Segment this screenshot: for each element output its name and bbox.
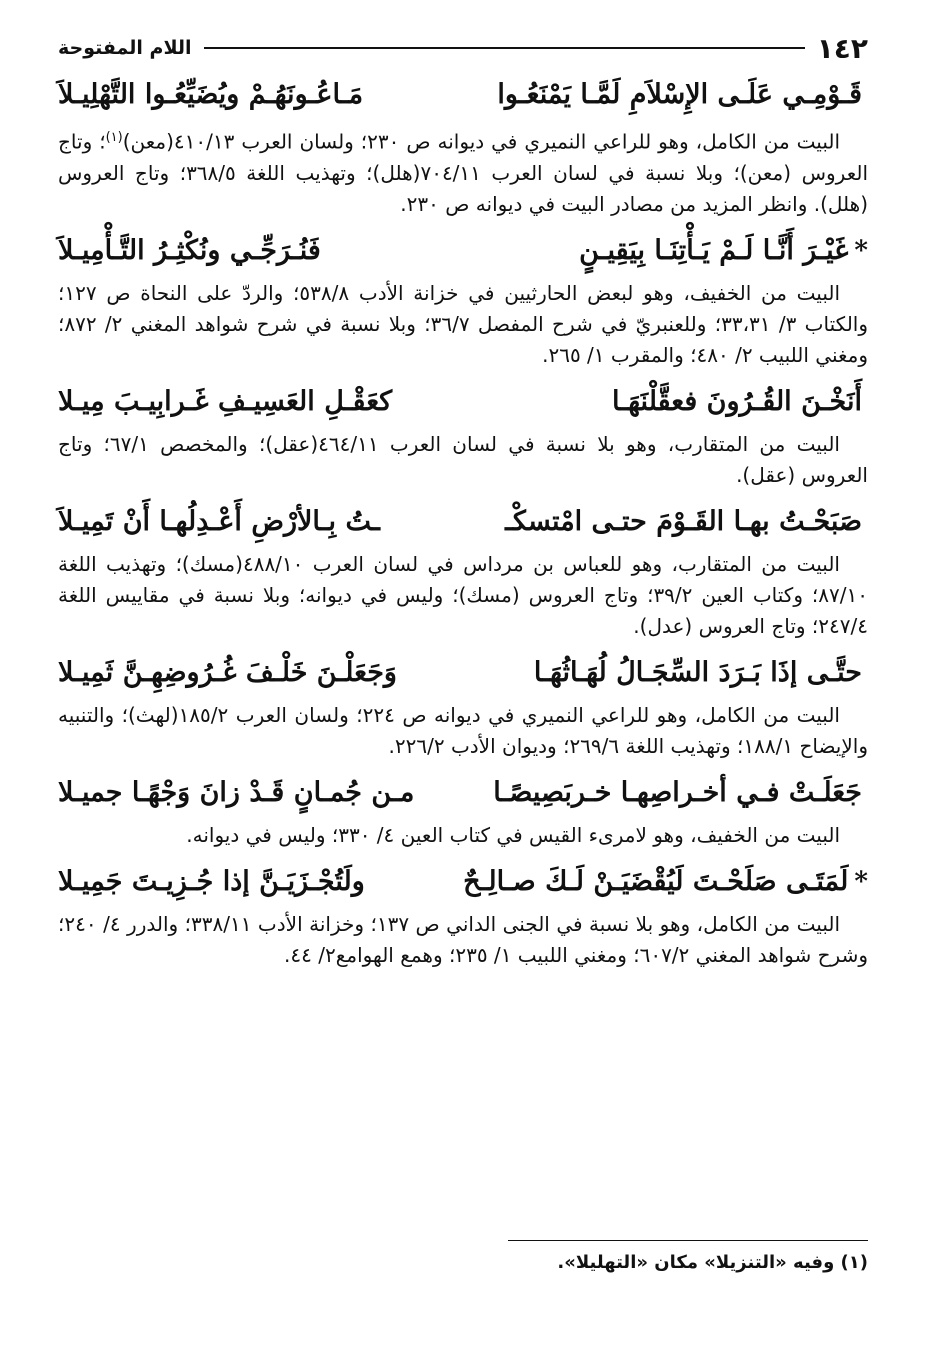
verse-first-hemistich: قَـوْمِـي عَلَـى الإِسْلاَمِ لَمَّـا يَمْنَعُـوا — [497, 79, 862, 110]
verse-second-hemistich: وَجَعَلْـنَ خَلْـفَ غُـرُوضِهِـنَّ ثَمِيـلا — [58, 656, 397, 688]
verse-entry — [58, 70, 868, 220]
verse-first-hemistich: صَبَحْـتُ بهـا القَـوْمَ حتـى امْتسكْـ — [505, 505, 862, 537]
verse-line — [58, 768, 868, 818]
page-number: ١٤٢ — [816, 31, 868, 65]
running-title: اللام المفتوحة — [58, 37, 192, 59]
verse-marker: * — [854, 235, 868, 266]
verse-commentary: البيت من المتقارب، وهو للعباس بن مرداس في لسان العرب ٤٨٨/١٠(مسك)؛ وتهذيب اللغة ٨٧/١٠؛ وكتاب العين ٣٩/٢؛ وتاج العروس (مسك)؛ وليس في ديوانه؛ وبلا نسبة في مقاييس اللغة ٢٤٧/٤؛ وتاج العروس (عدل). — [58, 551, 868, 638]
verse-commentary: البيت من الكامل، وهو بلا نسبة في الجنى الداني ص ١٣٧؛ وخزانة الأدب ٣٣٨/١١؛ والدرر ٤/ ٢٤٠؛ وشرح شواهد المغني ٦٠٧/٢؛ ومغني اللبيب ١/ ٢٣٥؛ وهمع الهوامع٢/ ٤٤. — [58, 911, 868, 967]
verse-entry — [58, 857, 868, 971]
verse-entry — [58, 497, 868, 642]
verse-entry — [58, 377, 868, 491]
header-rule — [204, 47, 805, 49]
verse-first-hemistich: *لَمَتَـى صَلَحْـتَ لَيُقْضَيَـنْ لَـكَ صـالِـحٌ — [463, 865, 868, 897]
verse-first-hemistich: *غَيْـرَ أَنَّـا لَـمْ يَـأْتِنَـا بِيَقِيـنٍ — [579, 234, 868, 266]
page-header — [58, 30, 868, 66]
verse-line — [58, 226, 868, 276]
footnote: (١) وفيه «التنزيلا» مكان «التهليلا». — [557, 1252, 868, 1273]
verse-line — [58, 857, 868, 907]
verse-first-hemistich: جَعَلَـتْ فـي أخـراصِهـا خـربَصِيصًـا — [493, 776, 862, 808]
verse-entry — [58, 648, 868, 762]
verse-line — [58, 70, 868, 120]
verse-second-hemistich: فَنُـرَجِّـي ونُكْثِـرُ التَّـأْمِيـلاَ — [58, 234, 321, 266]
verse-commentary: البيت من الخفيف، وهو لامرىء القيس في كتاب العين ٤/ ٣٣٠؛ وليس في ديوانه. — [186, 822, 840, 847]
verse-second-hemistich: مـن جُمـانٍ قَـدْ زانَ وَجْهًـا جميـلا — [58, 776, 415, 808]
verse-commentary: البيت من الخفيف، وهو لبعض الحارثيين في خزانة الأدب ٥٣٨/٨؛ والردّ على النحاة ص ١٢٧؛ والكتاب ٣/ ٣٣،٣١؛ وللعنبريّ في شرح المفصل ٣٦/٧؛ وبلا نسبة في شرح شواهد المغني ٢/ ٨٧٢؛ ومغني اللبيب ٢/ ٤٨٠؛ والمقرب ١/ ٢٦٥. — [58, 280, 868, 367]
verse-line — [58, 648, 868, 698]
verse-marker: * — [854, 866, 868, 897]
verse-first-hemistich: حتَّـى إذَا بَـرَدَ السِّجَـالُ لُهَـاثُهَـا — [533, 656, 862, 688]
verse-commentary: البيت من الكامل، وهو للراعي النميري في ديوانه ص ٢٢٤؛ ولسان العرب ١٨٥/٢(لهث)؛ والتنبيه والإيضاح ١٨٨/١؛ وتهذيب اللغة ٢٦٩/٦؛ وديوان الأدب ٢٢٦/٢. — [58, 702, 868, 758]
verse-entry — [58, 768, 868, 851]
verse-second-hemistich: ولَتُجْـزَيَـنَّ إذا جُـزِيـتَ جَمِيـلا — [58, 865, 365, 897]
verse-second-hemistich: مَـاعُـونَهُـمْ ويُضَيِّعُـوا التَّهْلِيـلاَ — [58, 79, 364, 110]
verse-commentary: البيت من الكامل، وهو للراعي النميري في ديوانه ص ٢٣٠؛ ولسان العرب ٤١٠/١٣(معن)$^{(١)}$؛ وتاج العروس (معن)؛ وبلا نسبة في لسان العرب ٧٠٤/١١(هلل)؛ وتهذيب اللغة ٣٦٨/٥؛ وتاج العروس (هلل). وانظر المزيد من مصادر البيت في ديوانه ص ٢٣٠. — [58, 129, 869, 216]
verse-first-hemistich: أَنَخْـنَ القُـرُونَ فعقَّلْنَهَـا — [611, 385, 862, 417]
book-page — [58, 30, 868, 1330]
footnote-mark: (١) — [105, 130, 123, 145]
verse-line — [58, 497, 868, 547]
verse-entry — [58, 226, 868, 371]
verse-second-hemistich: كعَقْـلِ العَسِيـفِ غَـرابِيـبَ مِيـلا — [58, 385, 393, 417]
verse-line — [58, 377, 868, 427]
verse-commentary: البيت من المتقارب، وهو بلا نسبة في لسان العرب ٤٦٤/١١(عقل)؛ والمخصص ٦٧/١؛ وتاج العروس (عقل). — [58, 431, 868, 487]
verse-second-hemistich: ـتُ بِـالأرْضِ أَعْـدِلُهـا أَنْ تَمِيـلاَ — [58, 505, 380, 537]
footnote-separator — [508, 1240, 868, 1241]
